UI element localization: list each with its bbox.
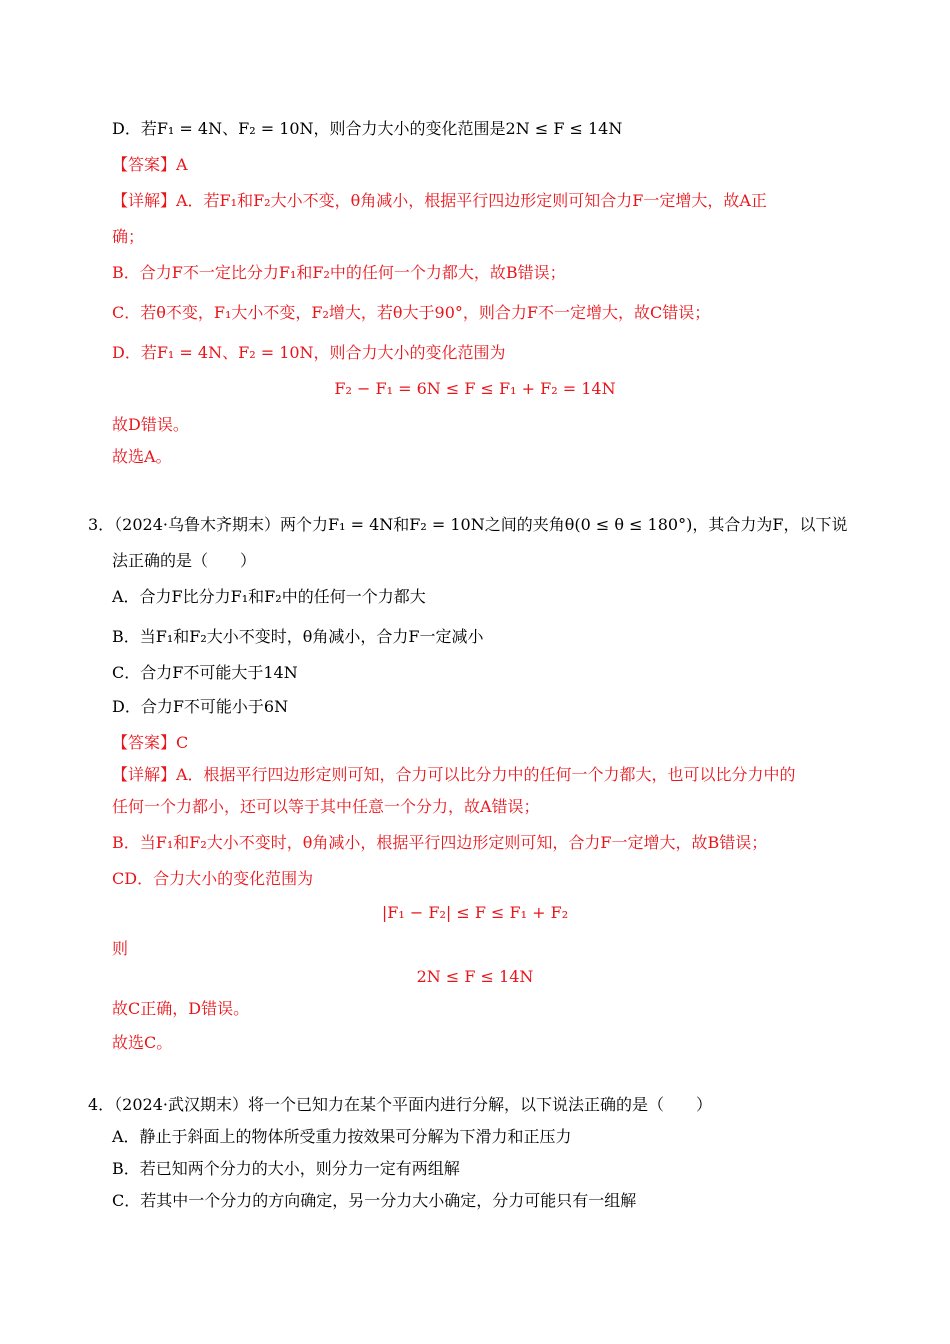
- q2-detail-d: D．若F₁ = 4N、F₂ = 10N，则合力大小的变化范围为: [112, 343, 506, 362]
- q3-option-a: A．合力F比分力F₁和F₂中的任何一个力都大: [112, 587, 426, 606]
- q4-stem: 4．（2024·武汉期末）将一个已知力在某个平面内进行分解，以下说法正确的是（ ）: [88, 1095, 712, 1114]
- q3-detail-b: B．当F₁和F₂大小不变时，θ角减小，根据平行四边形定则可知，合力F一定增大，故B错误；: [112, 833, 768, 852]
- q2-detail-b: B．合力F不一定比分力F₁和F₂中的任何一个力都大，故B错误；: [112, 263, 566, 282]
- q3-stem-line2: 法正确的是（ ）: [112, 551, 257, 570]
- q3-option-c: C．合力F不可能大于14N: [112, 663, 298, 682]
- q3-option-d: D．合力F不可能小于6N: [112, 697, 289, 716]
- q3-formula-values: 2N ≤ F ≤ 14N: [416, 967, 534, 986]
- q4-option-a: A．静止于斜面上的物体所受重力按效果可分解为下滑力和正压力: [112, 1127, 572, 1146]
- q3-detail-a-line2: 任何一个力都小，还可以等于其中任意一个分力，故A错误；: [112, 797, 540, 816]
- q2-detail-a-line2: 确；: [112, 227, 145, 246]
- q3-option-b: B．当F₁和F₂大小不变时，θ角减小，合力F一定减小: [112, 627, 484, 646]
- q4-option-c: C．若其中一个分力的方向确定，另一分力大小确定，分力可能只有一组解: [112, 1191, 637, 1210]
- q3-detail-a-line1: 【详解】A．根据平行四边形定则可知，合力可以比分力中的任何一个力都大，也可以比分力中的: [112, 765, 796, 784]
- q3-answer: 【答案】C: [112, 733, 189, 752]
- q3-conclusion: 故C正确，D错误。: [112, 999, 250, 1018]
- q2-detail-a-line1: 【详解】A．若F₁和F₂大小不变，θ角减小，根据平行四边形定则可知合力F一定增大，故A正: [112, 191, 767, 210]
- q2-detail-c: C．若θ不变，F₁大小不变，F₂增大，若θ大于90°，则合力F不一定增大，故C错误；: [112, 303, 711, 322]
- q2-formula: F₂ − F₁ = 6N ≤ F ≤ F₁ + F₂ = 14N: [334, 379, 616, 398]
- q2-answer: 【答案】A: [112, 155, 188, 174]
- q4-option-b: B．若已知两个分力的大小，则分力一定有两组解: [112, 1159, 460, 1178]
- q2-conclusion: 故D错误。: [112, 415, 189, 434]
- q2-choice: 故选A。: [112, 447, 172, 466]
- q3-choice: 故选C。: [112, 1033, 173, 1052]
- q3-formula-range: |F₁ − F₂| ≤ F ≤ F₁ + F₂: [381, 903, 569, 922]
- q3-then: 则: [112, 939, 129, 958]
- q2-option-d: D．若F₁ = 4N、F₂ = 10N，则合力大小的变化范围是2N ≤ F ≤ 14N: [112, 119, 623, 138]
- q3-detail-cd: CD．合力大小的变化范围为: [112, 869, 314, 888]
- q3-stem-line1: 3．（2024·乌鲁木齐期末）两个力F₁ = 4N和F₂ = 10N之间的夹角θ(0 ≤ θ ≤ 180°)，其合力为F，以下说: [88, 515, 848, 534]
